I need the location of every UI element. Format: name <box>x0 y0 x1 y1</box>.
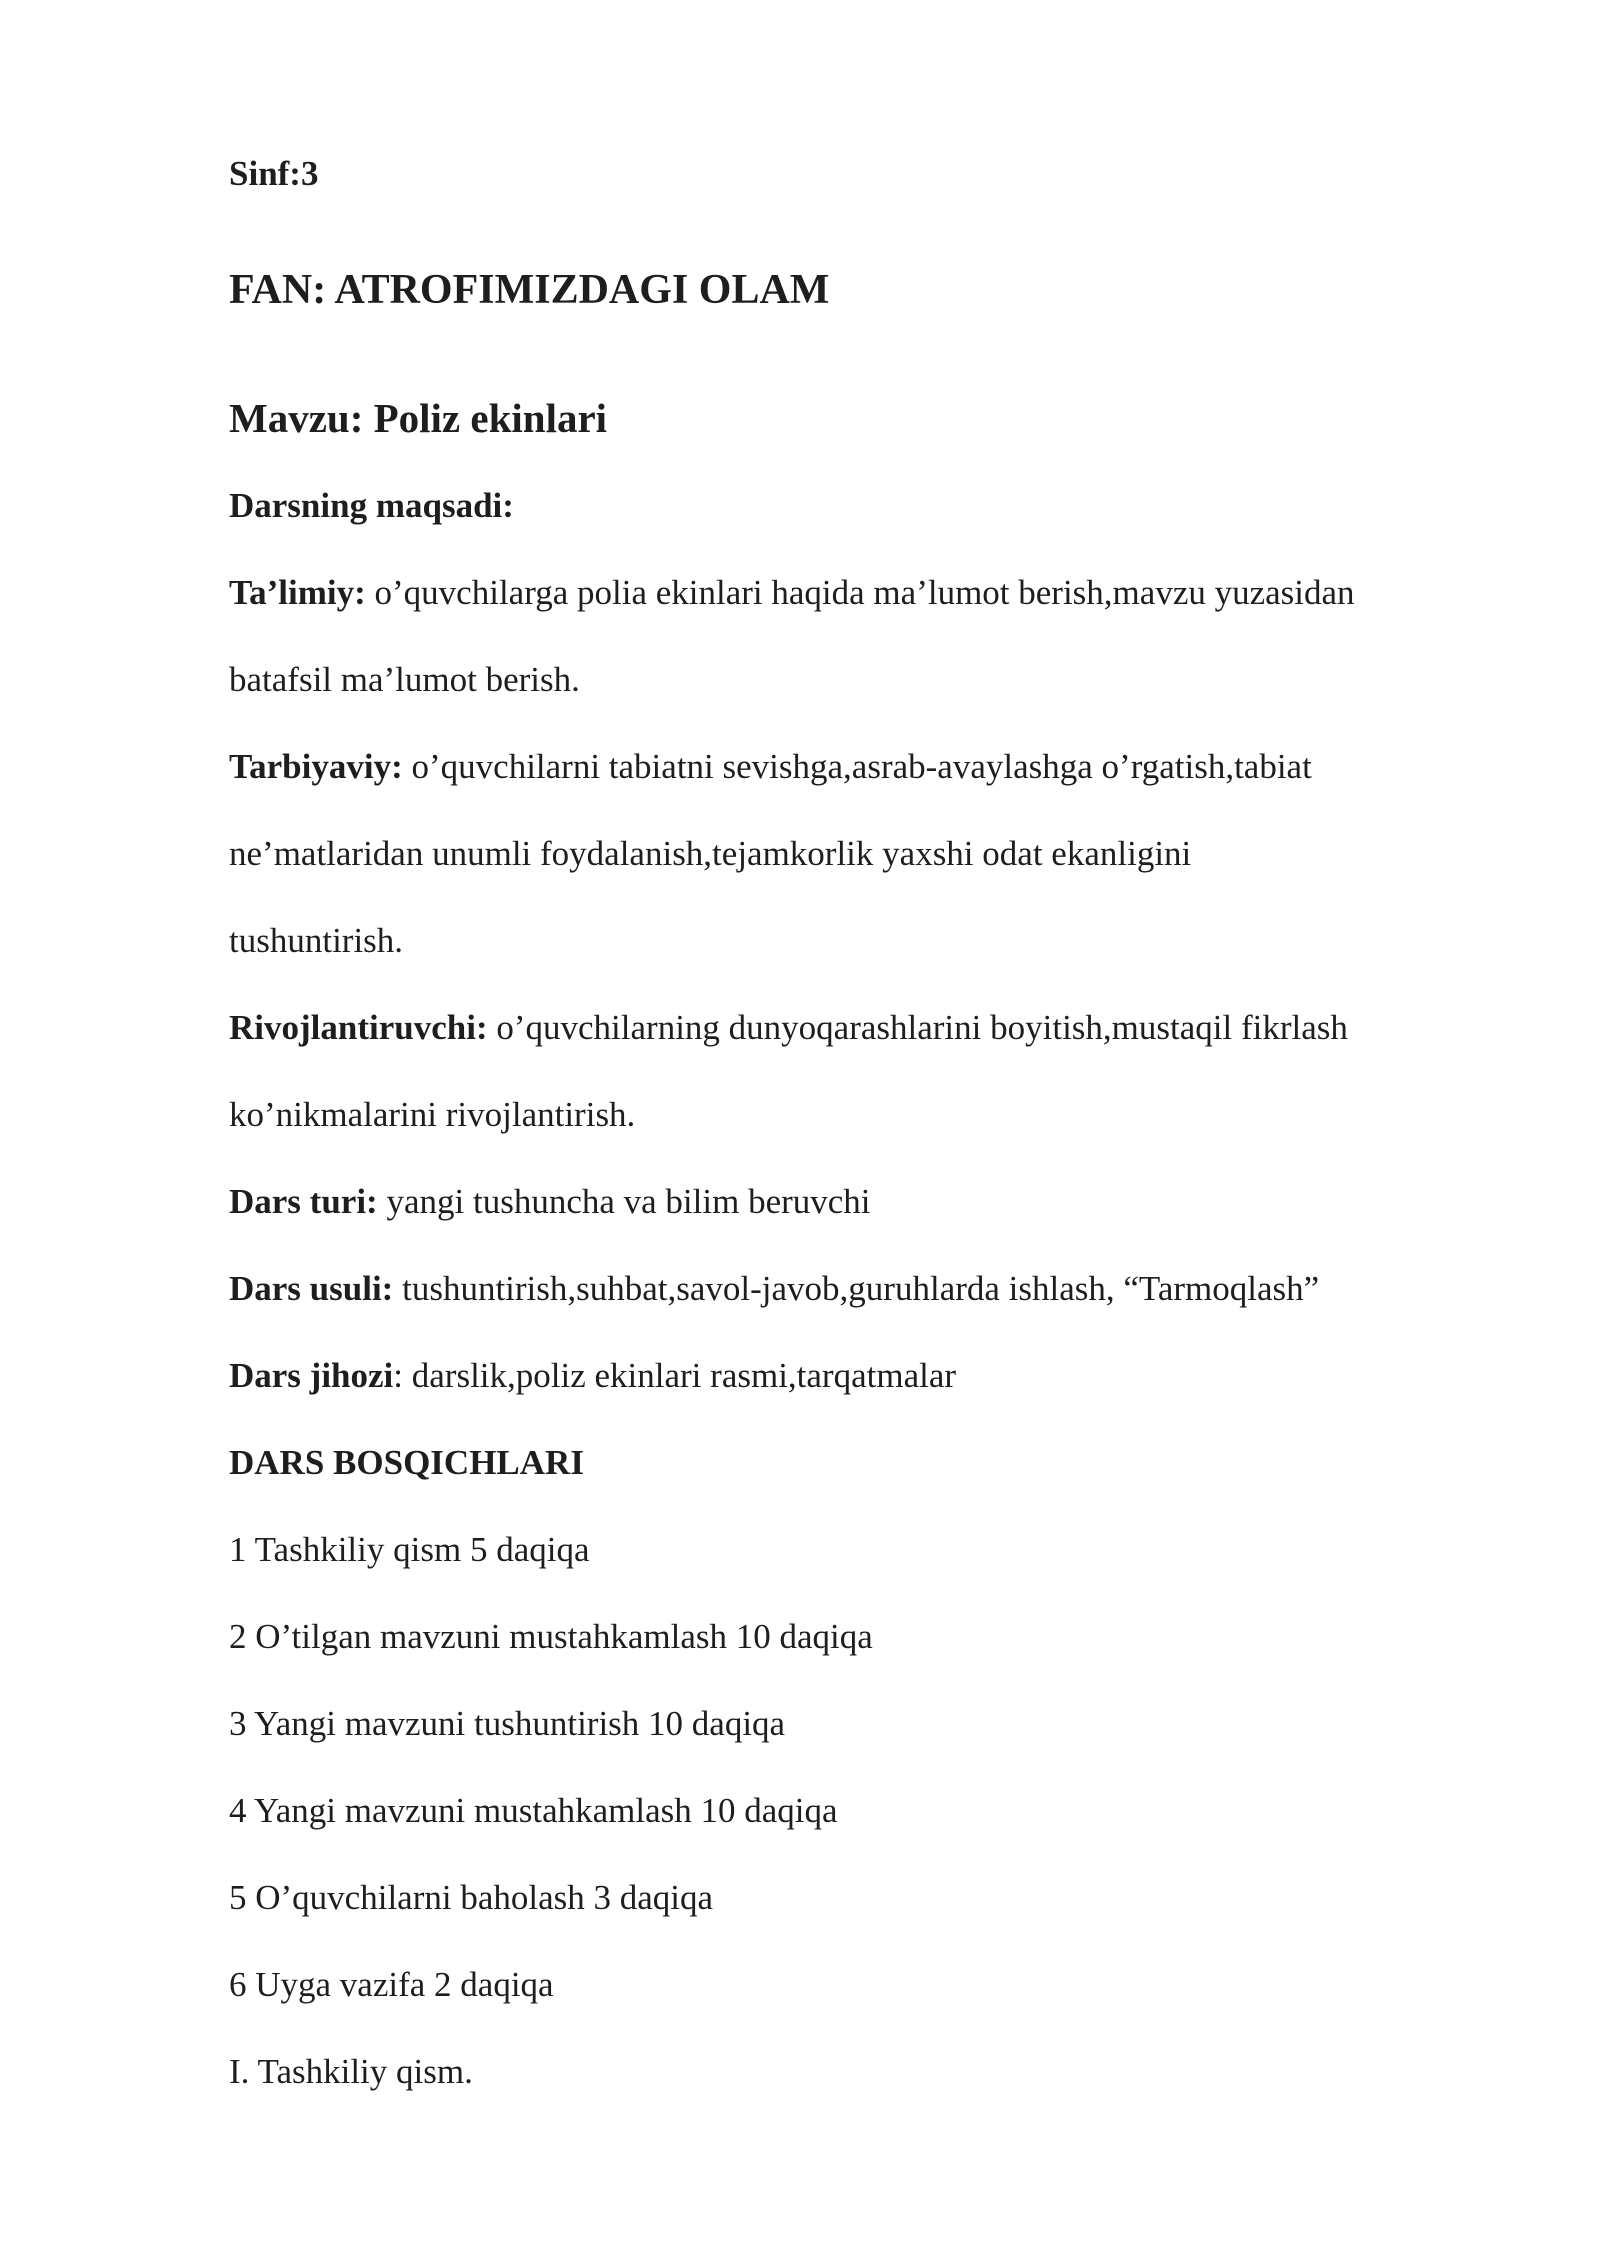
lesson-type-value: yangi tushuncha va bilim beruvchi <box>377 1182 871 1221</box>
lesson-equipment-value: : darslik,poliz ekinlari rasmi,tarqatmalar <box>393 1356 957 1395</box>
upbringing-goal-line-2: ne’matlaridan unumli foydalanish,tejamkorlik yaxshi odat ekanligini <box>229 834 1192 873</box>
lesson-method-line <box>229 1269 1319 1309</box>
stage-item: 4 Yangi mavzuni mustahkamlash 10 daqiqa <box>229 1791 838 1830</box>
upbringing-goal-line-3: tushuntirish. <box>229 921 404 960</box>
lesson-equipment-line <box>229 1356 956 1396</box>
lesson-method-label: Dars usuli: <box>229 1269 394 1308</box>
developmental-goal-line <box>229 1008 1348 1048</box>
topic-title: Mavzu: Poliz ekinlari <box>229 395 608 441</box>
developmental-goal-label: Rivojlantiruvchi: <box>229 1008 488 1047</box>
educational-goal-line-2: batafsil ma’lumot berish. <box>229 660 580 699</box>
educational-goal-line <box>229 573 1355 613</box>
lesson-method-value: tushuntirish,suhbat,savol-javob,guruhlarda ishlash, “Tarmoqlash” <box>393 1269 1320 1308</box>
educational-goal-label: Ta’limiy: <box>229 573 366 612</box>
section-heading: I. Tashkiliy qism. <box>229 2052 473 2091</box>
stages-title: DARS BOSQICHLARI <box>229 1443 584 1482</box>
developmental-goal-text: o’quvchilarning dunyoqarashlarini boyitish,mustaqil fikrlash <box>487 1008 1348 1047</box>
grade-label: Sinf:3 <box>229 154 319 193</box>
lesson-equipment-label: Dars jihozi <box>229 1356 394 1395</box>
goals-title: Darsning maqsadi: <box>229 486 514 525</box>
lesson-type-line <box>229 1182 871 1222</box>
upbringing-goal-line <box>229 747 1312 787</box>
developmental-goal-line-2: ko’nikmalarini rivojlantirish. <box>229 1095 636 1134</box>
upbringing-goal-text: o’quvchilarni tabiatni sevishga,asrab-avaylashga o’rgatish,tabiat <box>402 747 1312 786</box>
educational-goal-text: o’quvchilarga polia ekinlari haqida ma’lumot berish,mavzu yuzasidan <box>365 573 1355 612</box>
upbringing-goal-label: Tarbiyaviy: <box>229 747 403 786</box>
stage-item: 1 Tashkiliy qism 5 daqiqa <box>229 1530 590 1569</box>
stage-item: 2 O’tilgan mavzuni mustahkamlash 10 daqiqa <box>229 1617 873 1656</box>
stage-item: 3 Yangi mavzuni tushuntirish 10 daqiqa <box>229 1704 786 1743</box>
subject-title: FAN: ATROFIMIZDAGI OLAM <box>229 267 830 313</box>
stage-item: 5 O’quvchilarni baholash 3 daqiqa <box>229 1878 714 1917</box>
lesson-type-label: Dars turi: <box>229 1182 378 1221</box>
stage-item: 6 Uyga vazifa 2 daqiqa <box>229 1965 554 2004</box>
